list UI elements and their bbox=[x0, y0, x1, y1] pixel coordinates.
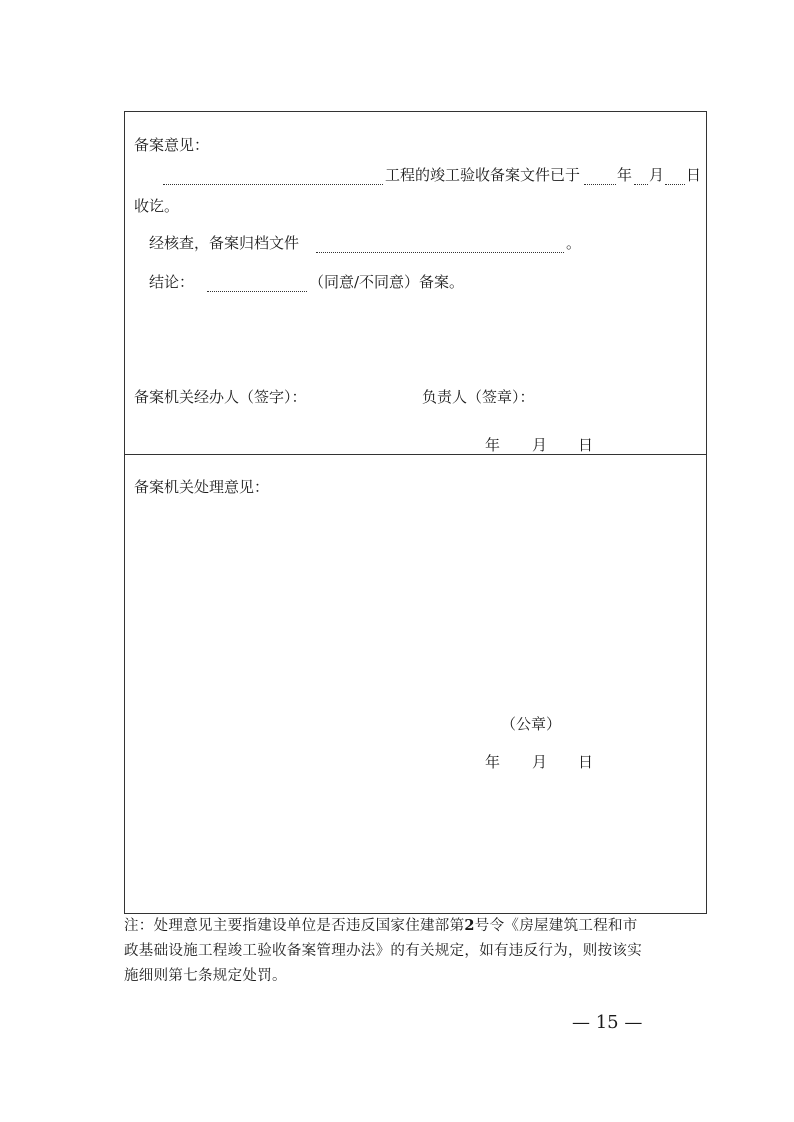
seal-date-day: 日 bbox=[578, 753, 594, 771]
received-end-text: 收讫。 bbox=[134, 197, 180, 215]
decree-number: 2 bbox=[464, 917, 475, 934]
section-divider bbox=[125, 454, 706, 455]
month-label: 月 bbox=[649, 166, 665, 184]
footnote-line-1-b: 号令《房屋建筑工程和市 bbox=[474, 918, 638, 934]
archive-files-blank[interactable] bbox=[316, 240, 564, 253]
review-text: 经核查，备案归档文件 bbox=[149, 234, 300, 252]
year-label: 年 bbox=[617, 166, 633, 184]
day-label: 日 bbox=[686, 166, 702, 184]
received-text: 工程的竣工验收备案文件已于 bbox=[385, 166, 581, 184]
seal-date-month: 月 bbox=[532, 753, 548, 771]
page-number: — 15 — bbox=[572, 1012, 643, 1033]
conclusion-blank[interactable] bbox=[207, 279, 307, 292]
conclusion-options: （同意/不同意）备案。 bbox=[309, 273, 465, 291]
official-seal-label: （公章） bbox=[501, 715, 562, 733]
handling-opinion-title: 备案机关处理意见： bbox=[134, 478, 270, 496]
footnote-line-1-a: 注：处理意见主要指建设单位是否违反国家住建部第 bbox=[124, 918, 465, 934]
review-end: 。 bbox=[566, 234, 582, 252]
conclusion-label: 结论： bbox=[149, 273, 195, 291]
filing-opinion-title: 备案意见： bbox=[134, 136, 210, 154]
footnote bbox=[124, 913, 642, 989]
filing-form bbox=[124, 111, 707, 914]
handler-signature-label: 备案机关经办人（签字）： bbox=[134, 388, 307, 406]
sign-date-month: 月 bbox=[532, 436, 548, 454]
seal-date-year: 年 bbox=[485, 753, 501, 771]
year-blank[interactable] bbox=[584, 172, 616, 185]
day-blank[interactable] bbox=[665, 172, 685, 185]
footnote-line-3: 施细则第七条规定处罚。 bbox=[124, 968, 287, 984]
sign-date-day: 日 bbox=[578, 436, 594, 454]
responsible-seal-label: 负责人（签章）： bbox=[422, 388, 535, 406]
sign-date-year: 年 bbox=[485, 436, 501, 454]
footnote-line-2: 政基础设施工程竣工验收备案管理办法》的有关规定，如有违反行为，则按该实 bbox=[124, 943, 642, 959]
month-blank[interactable] bbox=[634, 172, 648, 185]
project-name-blank[interactable] bbox=[163, 172, 383, 185]
footnote-line-1 bbox=[124, 913, 642, 939]
